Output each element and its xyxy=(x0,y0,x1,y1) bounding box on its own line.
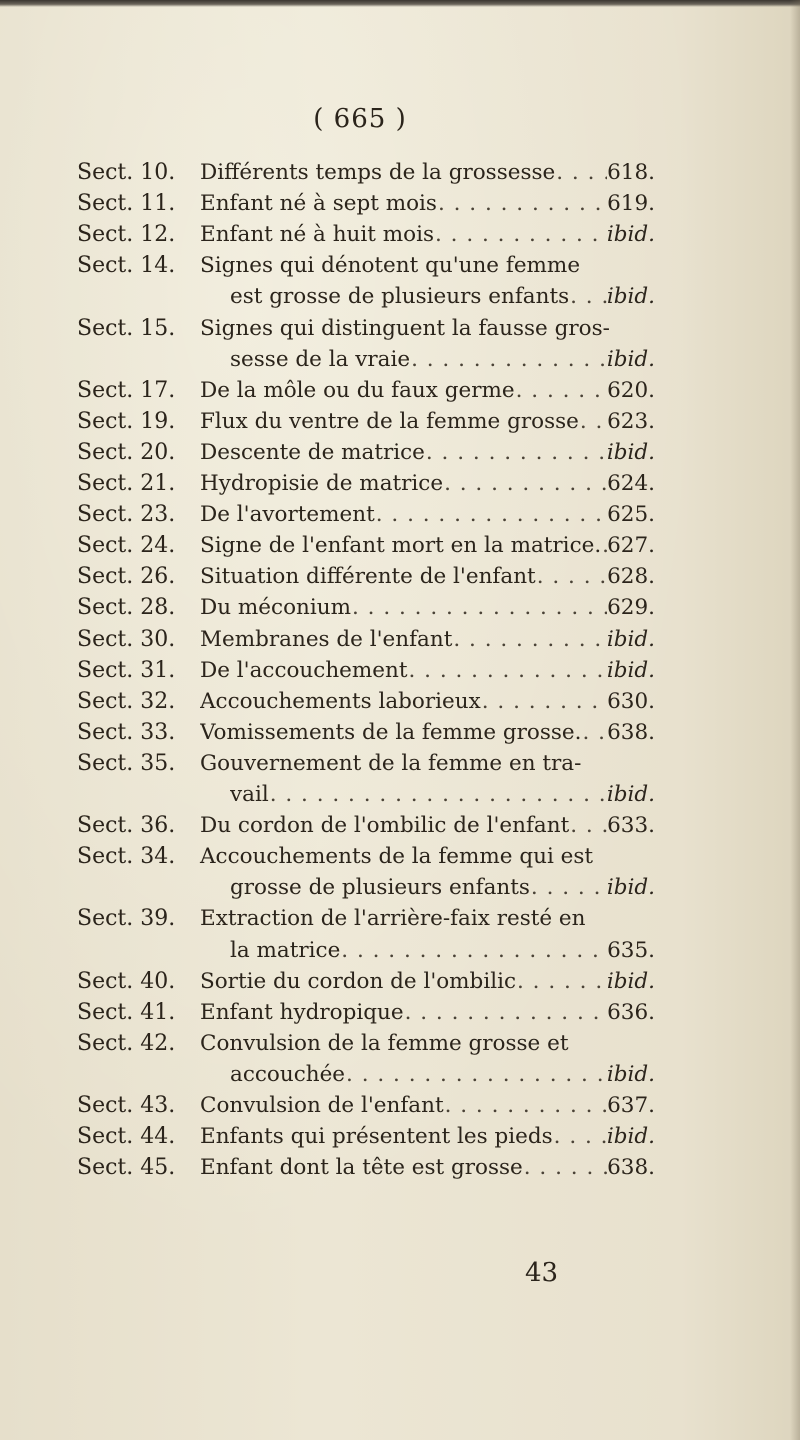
toc-entry xyxy=(200,813,655,838)
entry-title: De l'avortement xyxy=(200,502,375,528)
dot-leader xyxy=(569,813,607,838)
toc-entry xyxy=(230,782,655,807)
dot-leader xyxy=(375,502,607,527)
toc-entry xyxy=(230,1062,655,1087)
toc-row xyxy=(0,471,800,503)
toc-row xyxy=(0,1093,800,1125)
toc-row xyxy=(0,409,800,441)
toc-row xyxy=(0,813,800,845)
section-label: Sect. 20. xyxy=(77,439,176,465)
entry-title: Gouvernement de la femme en tra- xyxy=(200,750,582,776)
entry-page-number: ibid. xyxy=(606,1061,655,1087)
entry-title: Convulsion de la femme grosse et xyxy=(200,1030,569,1056)
section-label: Sect. 40. xyxy=(77,968,176,994)
section-label: Sect. 44. xyxy=(77,1124,176,1150)
entry-page-number: ibid. xyxy=(606,346,655,372)
entry-page-number: 619. xyxy=(607,191,655,217)
entry-page-number: ibid. xyxy=(606,657,655,683)
toc-entry xyxy=(230,284,655,309)
toc-entry xyxy=(200,409,655,434)
entry-page-number: 618. xyxy=(607,160,655,185)
entry-title: Du méconium xyxy=(200,595,351,621)
page-top-edge xyxy=(0,0,800,7)
dot-leader xyxy=(444,1093,608,1118)
toc-row xyxy=(0,191,800,223)
toc-entry xyxy=(200,1124,655,1149)
dot-leader xyxy=(351,595,607,620)
section-label: Sect. 10. xyxy=(77,160,176,185)
section-label: Sect. 45. xyxy=(77,1155,176,1181)
section-label: Sect. 11. xyxy=(77,191,176,217)
section-label: Sect. 15. xyxy=(77,315,176,341)
dot-leader xyxy=(425,440,607,465)
entry-page-number: 625. xyxy=(607,502,655,528)
dot-leader xyxy=(530,875,607,900)
entry-page-number: 630. xyxy=(607,688,655,714)
entry-title: Situation différente de l'enfant xyxy=(200,564,536,590)
page-number-header: ( 665 ) xyxy=(313,104,407,134)
dot-leader xyxy=(452,627,607,652)
entry-page-number: 635. xyxy=(607,937,655,963)
toc-entry xyxy=(230,347,655,372)
toc-entry xyxy=(200,658,655,683)
dot-leader xyxy=(579,409,607,434)
entry-title: De la môle ou du faux germe xyxy=(200,377,515,403)
entry-title: grosse de plusieurs enfants xyxy=(230,875,530,901)
entry-page-number: 633. xyxy=(607,813,655,839)
toc-entry xyxy=(230,875,655,900)
entry-page-number: ibid. xyxy=(606,626,655,652)
dot-leader xyxy=(555,160,607,185)
section-label: Sect. 35. xyxy=(77,750,176,776)
toc-entry xyxy=(200,502,655,527)
toc-entry xyxy=(200,160,655,185)
toc-row xyxy=(0,689,800,721)
entry-title: Enfant dont la tête est grosse xyxy=(200,1155,523,1181)
section-label: Sect. 28. xyxy=(77,595,176,621)
toc-row xyxy=(0,906,800,938)
dot-leader xyxy=(536,564,607,589)
entry-title: Enfant né à sept mois xyxy=(200,191,437,217)
section-label: Sect. 31. xyxy=(77,657,176,683)
entry-title: Extraction de l'arrière-faix resté en xyxy=(200,906,586,932)
entry-title: Enfant hydropique xyxy=(200,999,404,1025)
toc-row xyxy=(0,502,800,534)
section-label: Sect. 41. xyxy=(77,999,176,1025)
toc-row xyxy=(0,969,800,1001)
entry-page-number: 637. xyxy=(607,1093,655,1118)
toc-entry xyxy=(200,595,655,620)
signature-mark: 43 xyxy=(525,1258,559,1288)
section-label: Sect. 30. xyxy=(77,626,176,652)
dot-leader xyxy=(340,938,607,963)
entry-title: Vomissements de la femme grosse. xyxy=(200,719,582,745)
section-label: Sect. 26. xyxy=(77,564,176,590)
toc-entry xyxy=(200,191,655,216)
toc-row xyxy=(0,1000,800,1032)
toc-entry xyxy=(200,440,655,465)
toc-row xyxy=(0,720,800,752)
dot-leader xyxy=(443,471,607,496)
toc-row xyxy=(0,938,800,970)
dot-leader xyxy=(516,969,607,994)
toc-row xyxy=(0,440,800,472)
dot-leader xyxy=(404,1000,608,1025)
toc-row xyxy=(0,658,800,690)
toc-entry xyxy=(200,1093,655,1118)
entry-title: Flux du ventre de la femme grosse xyxy=(200,408,579,434)
entry-title: Convulsion de l'enfant xyxy=(200,1093,444,1118)
toc-row xyxy=(0,1124,800,1156)
toc-row xyxy=(0,1155,800,1187)
entry-title: Enfants qui présentent les pieds xyxy=(200,1124,553,1150)
toc-entry xyxy=(200,222,655,247)
toc-row xyxy=(0,875,800,907)
entry-page-number: 636. xyxy=(607,999,655,1025)
entry-title: Accouchements de la femme qui est xyxy=(200,844,594,870)
entry-page-number: 628. xyxy=(607,564,655,590)
toc-row xyxy=(0,564,800,596)
entry-title: Signes qui dénotent qu'une femme xyxy=(200,253,581,279)
toc-entry xyxy=(200,1000,655,1025)
section-label: Sect. 14. xyxy=(77,253,176,279)
entry-title: De l'accouchement xyxy=(200,657,408,683)
dot-leader xyxy=(553,1124,607,1149)
section-label: Sect. 34. xyxy=(77,844,176,870)
entry-page-number: 623. xyxy=(607,408,655,434)
toc-row xyxy=(0,222,800,254)
toc-row xyxy=(0,1062,800,1094)
toc-entry xyxy=(200,471,655,496)
dot-leader xyxy=(410,347,607,372)
toc-row xyxy=(0,284,800,316)
dot-leader xyxy=(407,658,606,683)
section-label: Sect. 42. xyxy=(77,1030,176,1056)
entry-title: Membranes de l'enfant xyxy=(200,626,453,652)
toc-row xyxy=(0,533,800,565)
toc-entry xyxy=(200,378,655,403)
dot-leader xyxy=(569,284,607,309)
toc-entry xyxy=(200,720,655,745)
toc-entry xyxy=(200,689,655,714)
section-label: Sect. 21. xyxy=(77,471,176,496)
dot-leader xyxy=(481,689,607,714)
entry-page-number: 624. xyxy=(607,471,655,496)
toc-row xyxy=(0,782,800,814)
entry-title: accouchée xyxy=(230,1061,346,1087)
entry-page-number: ibid. xyxy=(606,875,655,901)
entry-title: Enfant né à huit mois xyxy=(200,222,434,248)
section-label: Sect. 39. xyxy=(77,906,176,932)
entry-title: sesse de la vraie xyxy=(230,346,411,372)
dot-leader xyxy=(345,1062,607,1087)
entry-title: Accouchements laborieux xyxy=(200,688,481,714)
toc-entry xyxy=(200,969,655,994)
toc-row xyxy=(0,1031,800,1063)
section-label: Sect. 33. xyxy=(77,719,176,745)
toc-entry xyxy=(200,533,655,558)
entry-page-number: 627. xyxy=(607,533,655,559)
section-label: Sect. 43. xyxy=(77,1093,176,1118)
toc-entry xyxy=(200,564,655,589)
entry-page-number: ibid. xyxy=(606,284,655,310)
entry-page-number: 638. xyxy=(607,1155,655,1181)
toc-row xyxy=(0,253,800,285)
toc-row xyxy=(0,844,800,876)
dot-leader xyxy=(269,782,607,807)
toc-row xyxy=(0,751,800,783)
entry-page-number: ibid. xyxy=(606,439,655,465)
toc-row xyxy=(0,378,800,410)
dot-leader xyxy=(582,720,608,745)
dot-leader xyxy=(515,378,608,403)
entry-page-number: ibid. xyxy=(606,968,655,994)
section-label: Sect. 36. xyxy=(77,813,176,839)
section-label: Sect. 24. xyxy=(77,533,176,559)
entry-page-number: ibid. xyxy=(606,222,655,248)
entry-title: Du cordon de l'ombilic de l'enfant xyxy=(200,813,570,839)
entry-title: Signes qui distinguent la fausse gros- xyxy=(200,315,610,341)
toc-entry xyxy=(200,1155,655,1180)
toc-entry xyxy=(200,627,655,652)
entry-page-number: 620. xyxy=(607,377,655,403)
entry-title: Hydropisie de matrice xyxy=(200,471,444,496)
entry-title: la matrice xyxy=(230,937,341,963)
dot-leader xyxy=(437,191,607,216)
toc-row xyxy=(0,595,800,627)
entry-title: est grosse de plusieurs enfants xyxy=(230,284,570,310)
entry-title: Descente de matrice xyxy=(200,439,425,465)
entry-page-number: 638. xyxy=(607,719,655,745)
entry-page-number: ibid. xyxy=(606,1124,655,1150)
dot-leader xyxy=(434,222,607,247)
toc-row xyxy=(0,160,800,192)
section-label: Sect. 23. xyxy=(77,502,176,528)
section-label: Sect. 17. xyxy=(77,377,176,403)
toc-entry xyxy=(230,938,655,963)
section-label: Sect. 32. xyxy=(77,688,176,714)
toc-row xyxy=(0,347,800,379)
entry-title: Différents temps de la grossesse xyxy=(200,160,556,185)
toc-row xyxy=(0,627,800,659)
entry-title: Sortie du cordon de l'ombilic xyxy=(200,968,516,994)
entry-title: vail xyxy=(230,782,269,807)
entry-page-number: 629. xyxy=(607,595,655,621)
entry-page-number: ibid. xyxy=(606,782,655,807)
entry-title: Signe de l'enfant mort en la matrice. xyxy=(200,533,602,559)
toc-row xyxy=(0,316,800,348)
section-label: Sect. 19. xyxy=(77,408,176,434)
section-label: Sect. 12. xyxy=(77,222,176,248)
dot-leader xyxy=(523,1155,607,1180)
